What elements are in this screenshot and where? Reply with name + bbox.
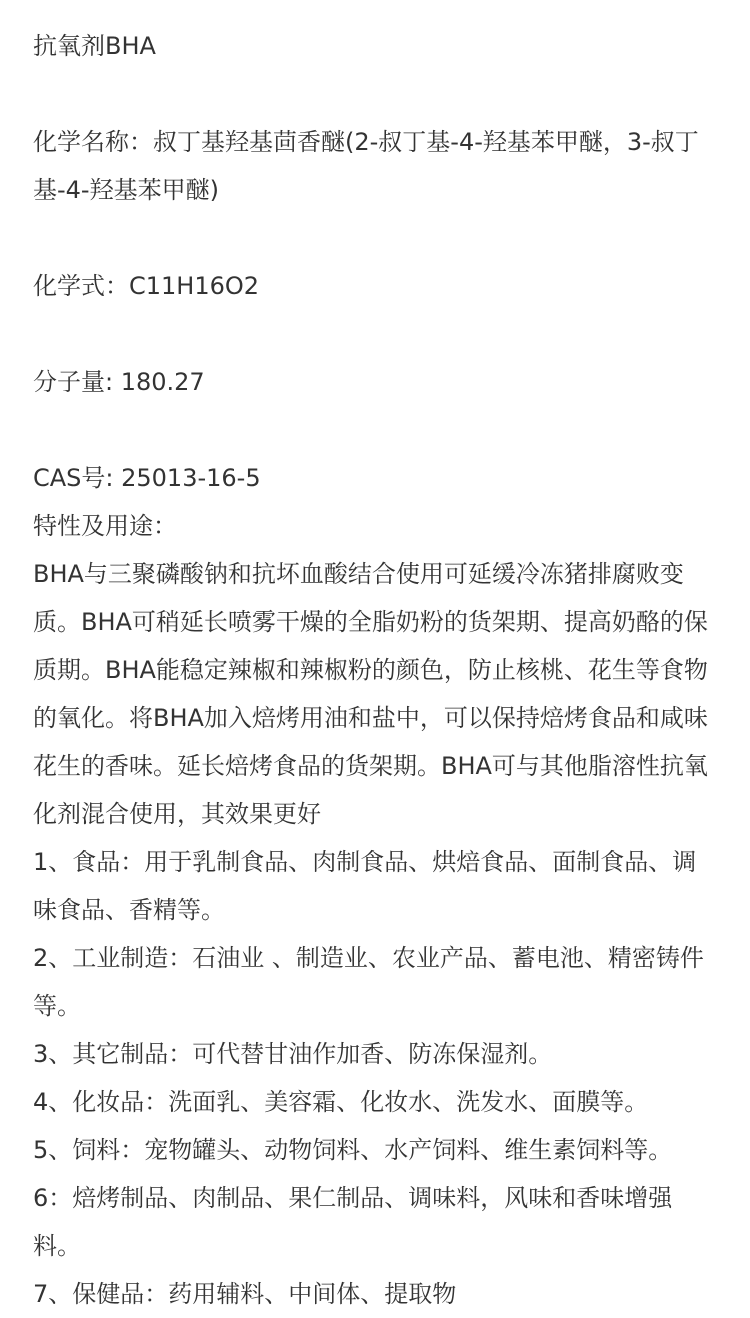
- chemical-formula: 化学式：C11H16O2: [33, 272, 260, 300]
- use-item: 2、工业制造：石油业 、制造业、农业产品、蓄电池、精密铸件等。: [33, 944, 704, 1020]
- use-item: 4、化妆品：洗面乳、美容霜、化妆水、洗发水、面膜等。: [33, 1088, 649, 1116]
- use-item: 5、饲料：宠物罐头、动物饲料、水产饲料、维生素饲料等。: [33, 1136, 673, 1164]
- molecular-weight: 分子量: 180.27: [33, 368, 205, 396]
- use-item: 1、食品：用于乳制食品、肉制食品、烘焙食品、面制食品、调味食品、香精等。: [33, 848, 697, 924]
- properties-text: BHA与三聚磷酸钠和抗坏血酸结合使用可延缓冷冻猪排腐败变质。BHA可稍延长喷雾干燥的全脂奶粉的货架期、提高奶酪的保质期。BHA能稳定辣椒和辣椒粉的颜色，防止核桃、花生等食物的氧化。将BHA加入焙烤用油和盐中，可以保持焙烤食品和咸味花生的香味。延长焙烤食品的货架期。BHA可与其他脂溶性抗氧化剂混合使用，其效果更好: [33, 560, 708, 828]
- use-item: 7、保健品：药用辅料、中间体、提取物: [33, 1280, 457, 1308]
- cas-number: CAS号: 25013-16-5: [33, 464, 261, 492]
- article-title: 抗氧剂BHA: [33, 32, 156, 60]
- article-body: [33, 0, 717, 1318]
- chemical-name: 化学名称：叔丁基羟基茴香醚(2-叔丁基-4-羟基苯甲醚，3-叔丁基-4-羟基苯甲醚): [33, 128, 699, 204]
- use-item: 3、其它制品：可代替甘油作加香、防冻保湿剂。: [33, 1040, 553, 1068]
- use-item: 6：焙烤制品、肉制品、果仁制品、调味料，风味和香味增强料。: [33, 1184, 673, 1260]
- properties-heading: 特性及用途：: [33, 512, 177, 540]
